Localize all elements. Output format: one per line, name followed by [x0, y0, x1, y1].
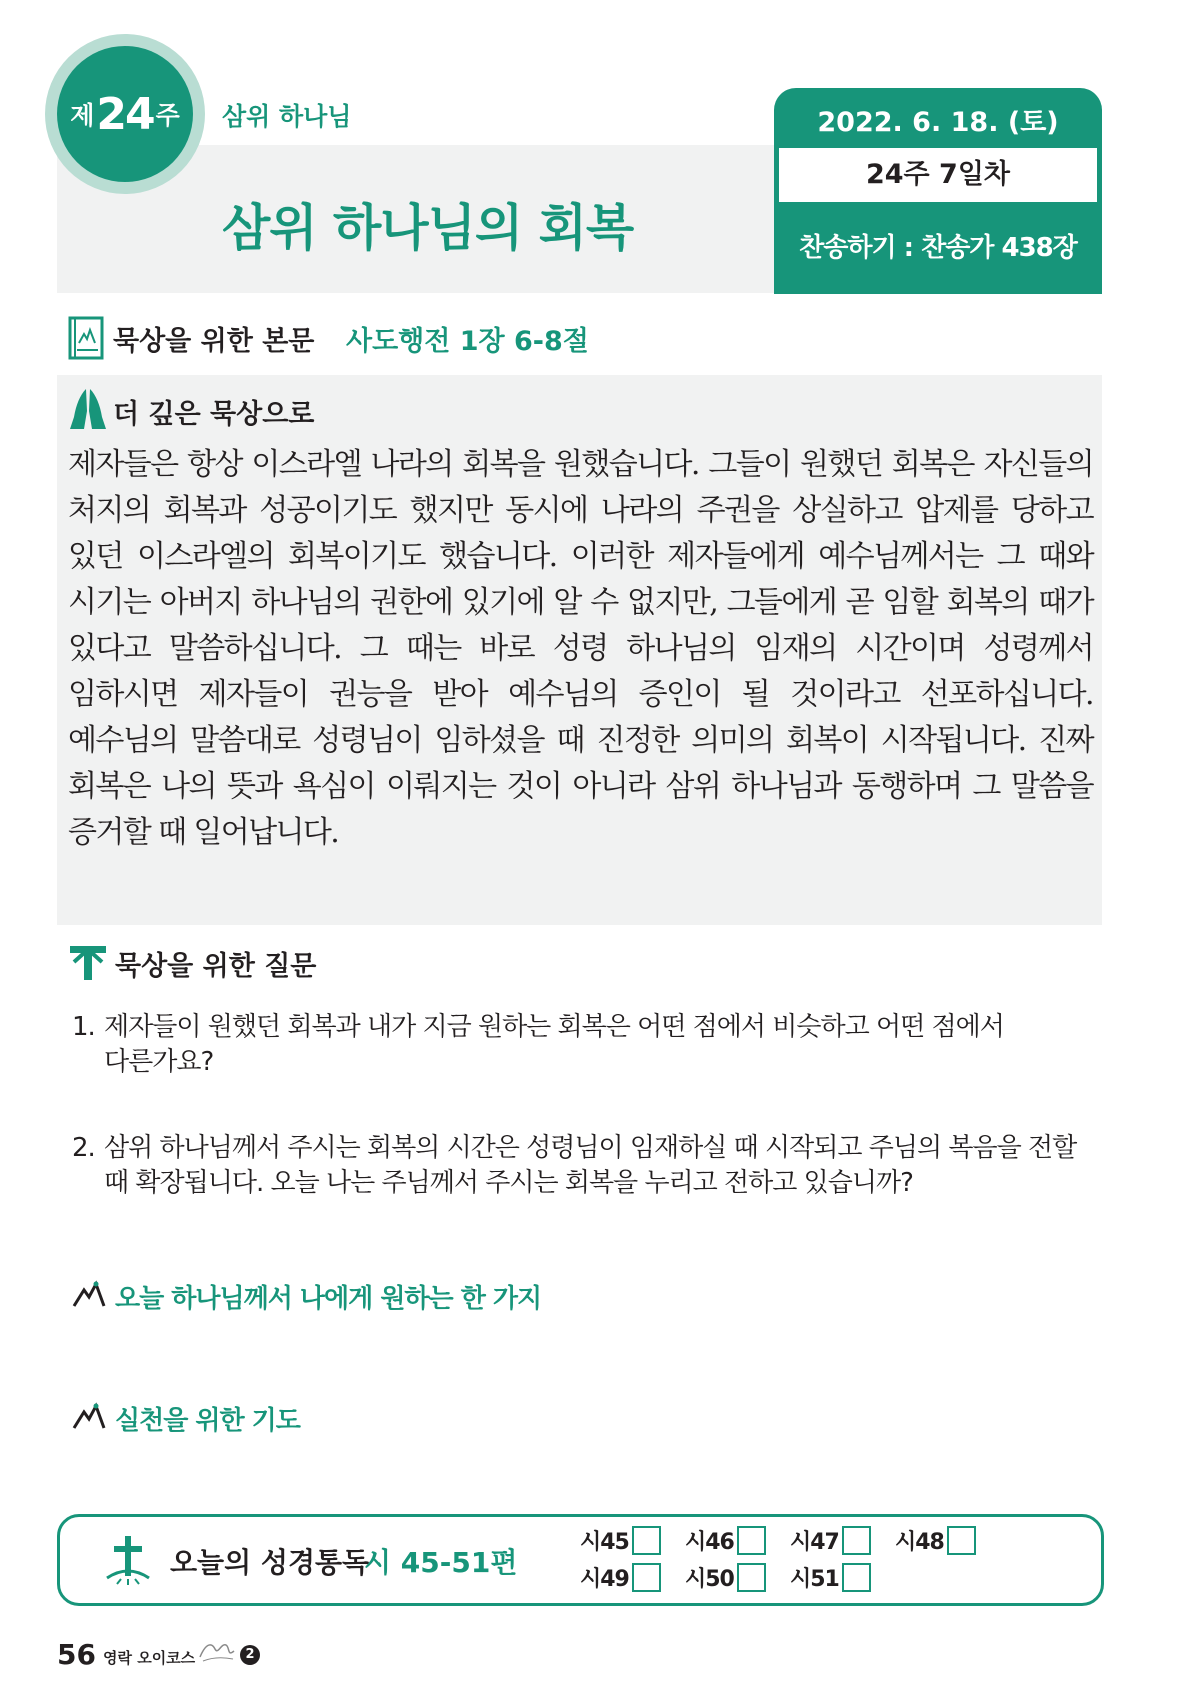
week-suffix: 주 — [155, 101, 180, 130]
reading-check-item — [790, 1562, 871, 1593]
reading-check-label: 시49 — [580, 1567, 629, 1592]
cross-icon — [68, 940, 108, 982]
volume-badge: 2 — [240, 1645, 260, 1665]
reading-check-label: 시50 — [685, 1567, 734, 1592]
question-text: 제자들이 원했던 회복과 내가 지금 원하는 회복은 어떤 점에서 비슷하고 어떤 점에서 다른가요? — [104, 1012, 1004, 1077]
reading-check-label: 시48 — [895, 1530, 944, 1555]
reading-check-label: 시46 — [685, 1530, 734, 1555]
one-thing-prompt: 오늘 하나님께서 나에게 원하는 한 가지 — [115, 1284, 542, 1314]
scripture-reference: 사도행전 1장 6-8절 — [346, 326, 589, 357]
reading-checkbox[interactable] — [737, 1563, 766, 1592]
reading-check-item — [580, 1562, 661, 1593]
questions-heading: 묵상을 위한 질문 — [115, 951, 317, 982]
question-item — [72, 1131, 1097, 1201]
question-number: 1. — [72, 1012, 95, 1042]
question-item — [72, 1010, 1097, 1080]
reading-check-label: 시47 — [790, 1530, 839, 1555]
meditation-heading: 더 깊은 묵상으로 — [113, 399, 315, 430]
day-label: 24주 7일차 — [779, 148, 1097, 202]
bible-reading-reference: 시 45-51편 — [364, 1546, 518, 1579]
reading-checkbox[interactable] — [632, 1526, 661, 1555]
mountain-icon — [72, 1402, 106, 1430]
week-prefix: 제 — [70, 101, 95, 130]
meditation-body: 제자들은 항상 이스라엘 나라의 회복을 원했습니다. 그들이 원했던 회복은 자신들의 처지의 회복과 성공이기도 했지만 동시에 나라의 주권을 상실하고 압제를 당하고 있던 이스라엘의 회복이기도 했습니다. 이러한 제자들에게 예수님께서는 그 때와 시기는 아버지 하나님의 권한에 있기에 알 수 없지만, 그들에게 곧 임할 회복의 때가 있다고 말씀하십니다. 그 때는 바로 성령 하나님의 임재의 시간이며 성령께서 임하시면 제자들이 권능을 받아 예수님의 증인이 될 것이라고 선포하십니다. 예수님의 말씀대로 성령님이 임하셨을 때 진정한 의미의 회복이 시작됩니다. 진짜 회복은 나의 뜻과 욕심이 이뤄지는 것이 아니라 삼위 하나님과 동행하며 그 말씀을 증거할 때 일어납니다. — [68, 447, 1093, 850]
reading-checkbox[interactable] — [842, 1563, 871, 1592]
theme-label: 삼위 하나님 — [222, 102, 352, 131]
reading-check-label: 시45 — [580, 1530, 629, 1555]
reading-checkbox[interactable] — [632, 1563, 661, 1592]
page-number: 56 — [57, 1638, 96, 1671]
radiant-cross-icon — [103, 1534, 153, 1586]
week-badge — [57, 46, 193, 182]
date-text: 2022. 6. 18. (토) — [817, 107, 1059, 138]
reading-checkbox[interactable] — [842, 1526, 871, 1555]
hymn-text: 찬송하기 : 찬송가 438장 — [799, 233, 1077, 263]
prayer-prompt: 실천을 위한 기도 — [115, 1406, 300, 1436]
book-title: 영락 오이코스 — [103, 1649, 196, 1667]
reading-checkbox[interactable] — [737, 1526, 766, 1555]
page-title: 삼위 하나님의 회복 — [222, 199, 634, 257]
reading-check-item — [685, 1562, 766, 1593]
reading-check-item — [895, 1525, 976, 1556]
mountain-icon — [72, 1280, 106, 1308]
date-box — [774, 88, 1102, 294]
week-number: 24 — [96, 88, 154, 140]
reading-check-item — [580, 1525, 661, 1556]
question-text: 삼위 하나님께서 주시는 회복의 시간은 성령님이 임재하실 때 시작되고 주님의 복음을 전할 때 확장됩니다. 오늘 나는 주님께서 주시는 회복을 누리고 전하고 있습니까? — [104, 1133, 1077, 1198]
oikos-logo-icon — [197, 1635, 237, 1665]
reading-check-label: 시51 — [790, 1567, 839, 1592]
scripture-label: 묵상을 위한 본문 — [113, 326, 315, 357]
reading-check-item — [790, 1525, 871, 1556]
bible-reading-label: 오늘의 성경통독 — [170, 1546, 370, 1579]
open-book-icon — [68, 316, 104, 360]
praying-hands-icon — [68, 387, 108, 431]
reading-check-item — [685, 1525, 766, 1556]
question-number: 2. — [72, 1133, 95, 1163]
reading-checkbox[interactable] — [947, 1526, 976, 1555]
